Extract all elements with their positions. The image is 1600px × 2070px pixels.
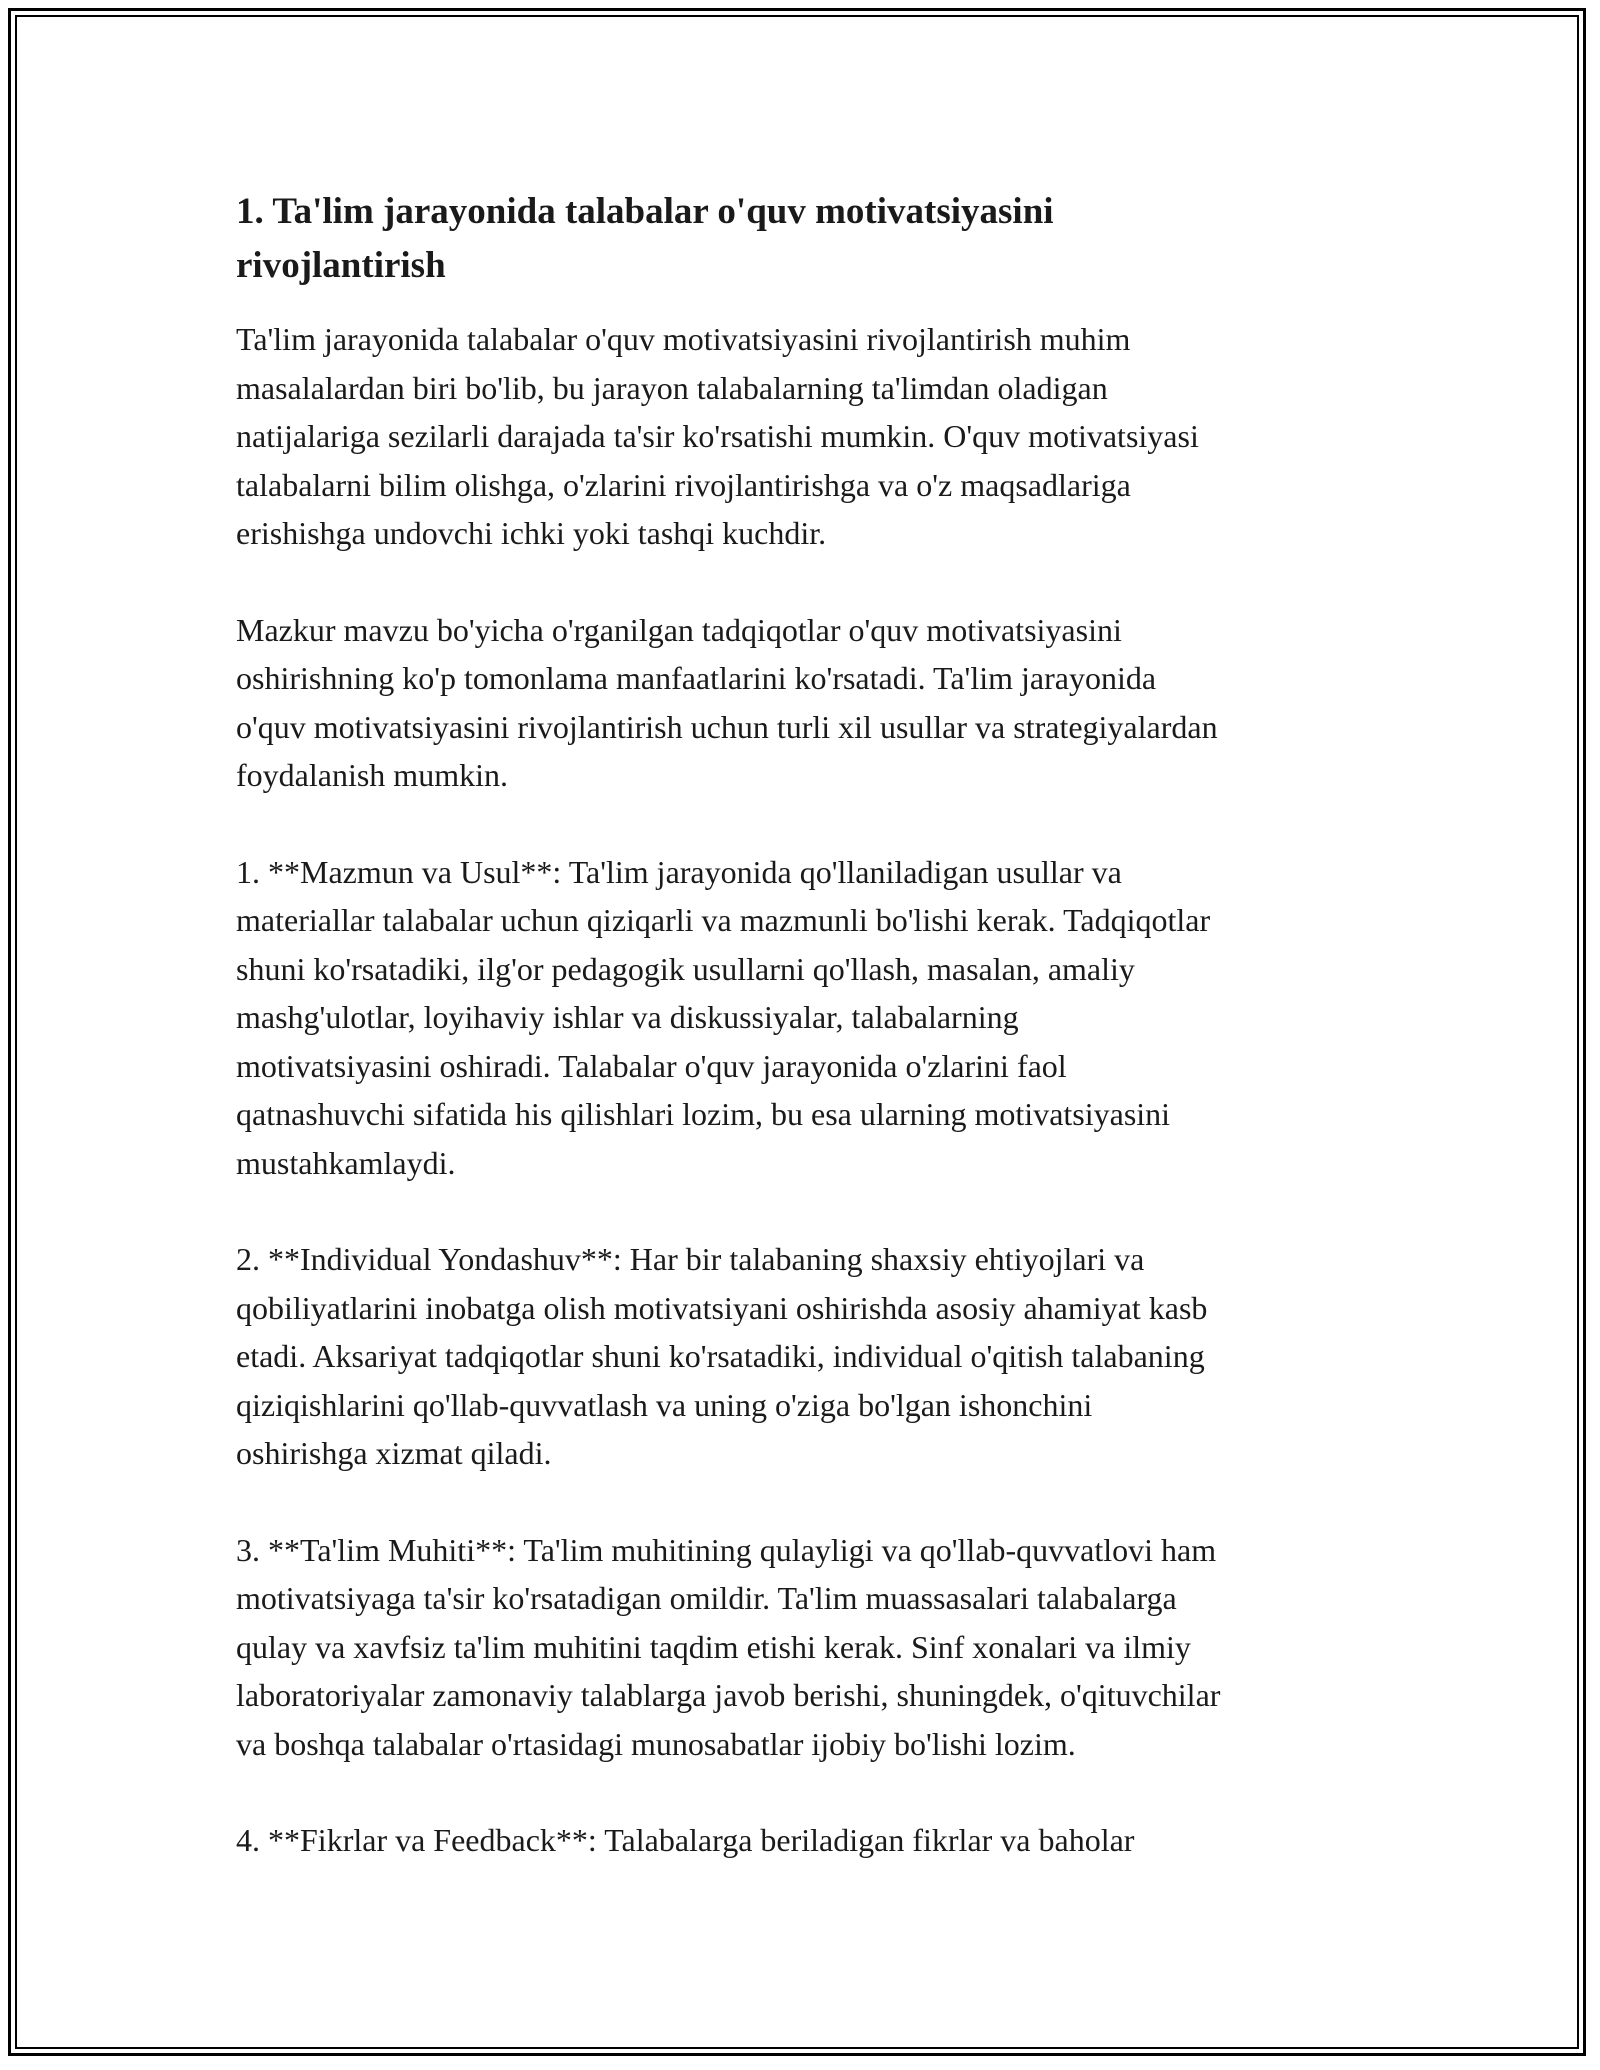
list-item-content-method: 1. **Mazmun va Usul**: Ta'lim jarayonida qo'llaniladigan usullar va materiallar talabalar uchun qiziqarli va mazmunli bo'lishi kerak. Tadqiqotlar shuni ko'rsatadiki, ilg'or pedagogik usullarni qo'llash, masalan, amaliy mashg'ulotlar, loyihaviy ishlar va diskussiyalar, talabalarning motivatsiyasini oshiradi. Talabalar o'quv jarayonida o'zlarini faol qatnashuvchi sifatida his qilishlari lozim, bu esa ularning motivatsiyasini mustahkamlaydi. [236,853,1211,1181]
paragraph-intro: Ta'lim jarayonida talabalar o'quv motivatsiyasini rivojlantirish muhim masalalardan biri bo'lib, bu jarayon talabalarning ta'limdan oladigan natijalariga sezilarli darajada ta'sir ko'rsatishi mumkin. O'quv motivatsiyasi talabalarni bilim olishga, o'zlarini rivojlantirishga va o'z maqsadlariga erishishga undovchi ichki yoki tashqi kuchdir. [236,321,1199,551]
list-item-learning-environment: 3. **Ta'lim Muhiti**: Ta'lim muhitining qulayligi va qo'llab-quvvatlovi ham motivatsiyaga ta'sir ko'rsatadigan omildir. Ta'lim muassasalari talabalarga qulay va xavfsiz ta'lim muhitini taqdim etishi kerak. Sinf xonalari va ilmiy laboratoriyalar zamonaviy talablarga javob berishi, shuningdek, o'qituvchilar va boshqa talabalar o'rtasidagi munosabatlar ijobiy bo'lishi lozim. [236,1531,1221,1762]
document-title: 1. Ta'lim jarayonida talabalar o'quv motivatsiyasini rivojlantirish [236,191,1054,286]
list-item-feedback: 4. **Fikrlar va Feedback**: Talabalarga beriladigan fikrlar va baholar [236,1822,1135,1858]
paragraph-research: Mazkur mavzu bo'yicha o'rganilgan tadqiqotlar o'quv motivatsiyasini oshirishning ko'p tomonlama manfaatlarini ko'rsatadi. Ta'lim jarayonida o'quv motivatsiyasini rivojlantirish uchun turli xil usullar va strategiyalardan foydalanish mumkin. [236,611,1218,793]
list-item-individual-approach: 2. **Individual Yondashuv**: Har bir talabaning shaxsiy ehtiyojlari va qobiliyatlarini inobatga olish motivatsiyani oshirishda asosiy ahamiyat kasb etadi. Aksariyat tadqiqotlar shuni ko'rsatadiki, individual o'qitish talabaning qiziqishlarini qo'llab-quvvatlash va uning o'ziga bo'lgan ishonchini oshirishga xizmat qiladi. [236,1241,1208,1471]
document-body [236,185,1386,1913]
